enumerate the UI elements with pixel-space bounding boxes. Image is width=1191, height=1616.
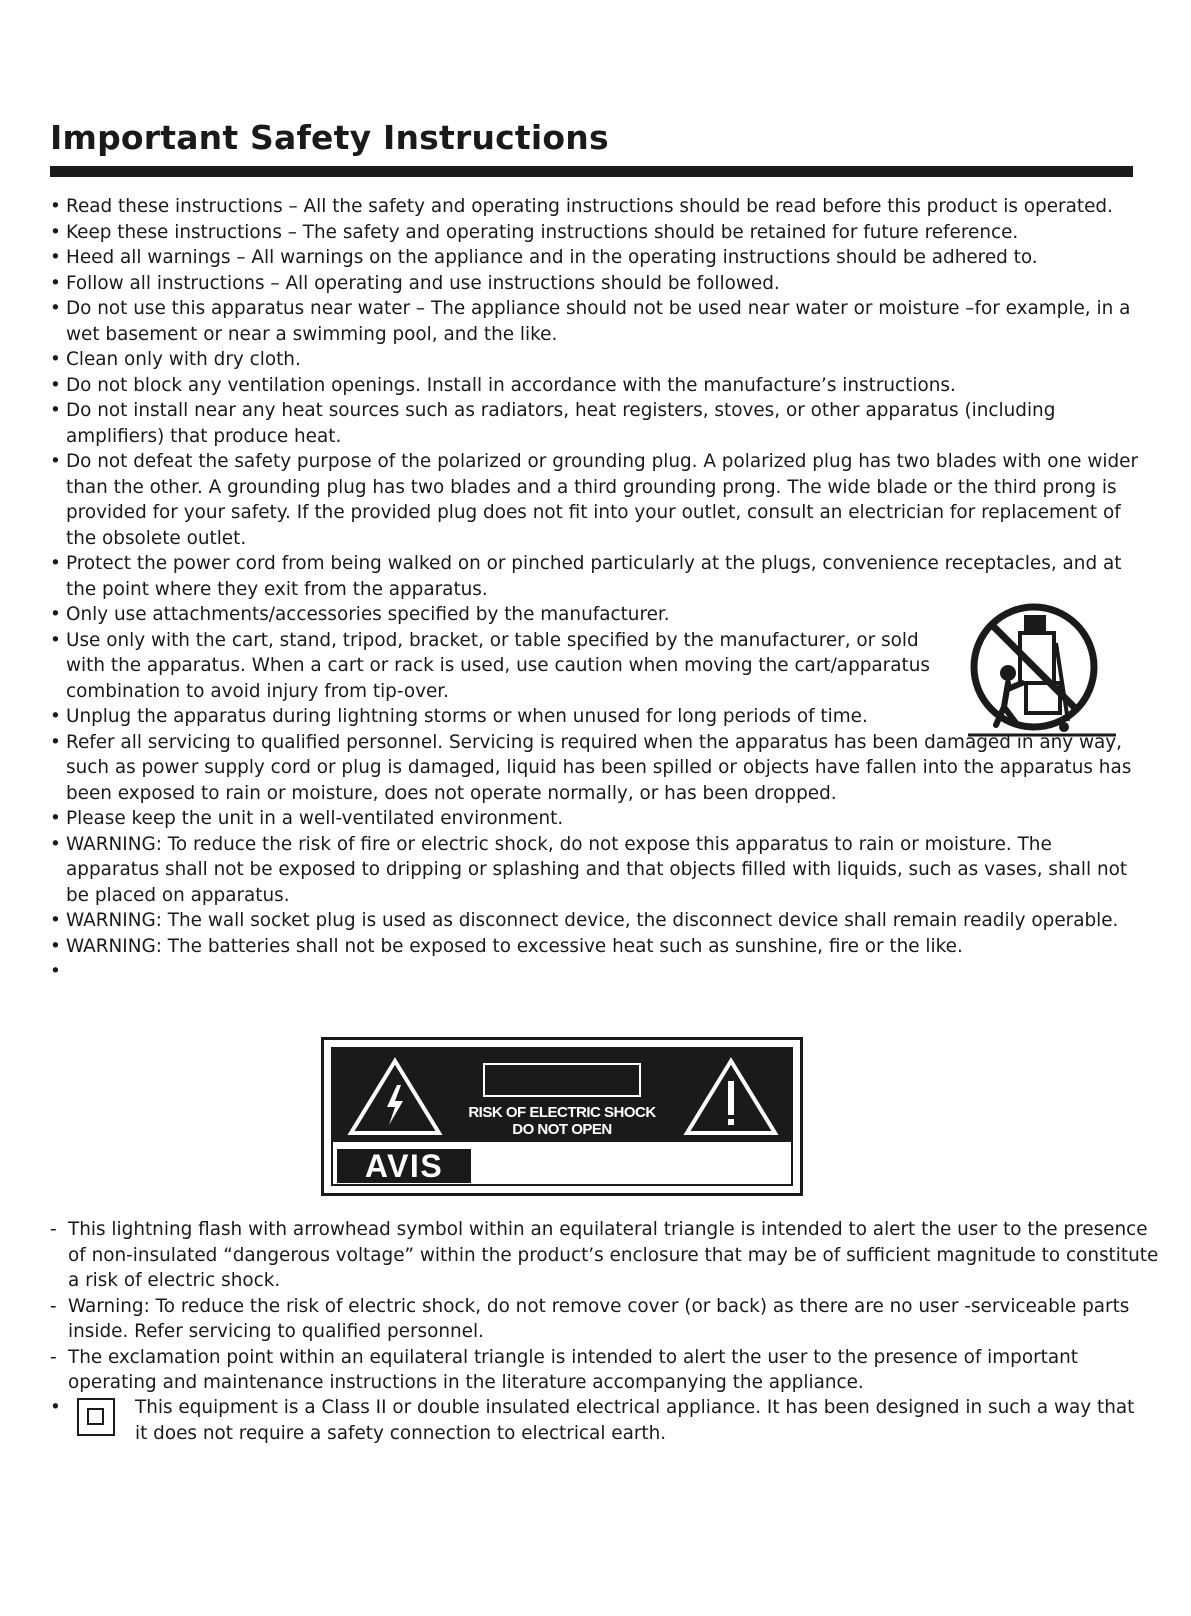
caution-label: [321, 1037, 803, 1196]
list-item: • Do not block any ventilation openings. Install in accordance with the manufacture’s instructions.: [50, 373, 1150, 399]
class-ii-text: This equipment is a Class II or double insulated electrical appliance. It has been designed in such a way that it does not require a safety connection to electrical earth.: [135, 1397, 1135, 1444]
cart-tip-over-warning-icon: [968, 603, 1116, 743]
list-item: - Warning: To reduce the risk of electric shock, do not remove cover (or back) as there are no user -serviceable parts inside. Refer servicing to qualified personnel.: [50, 1294, 1160, 1345]
list-item: • Please keep the unit in a well-ventilated environment.: [50, 806, 1150, 832]
caution-label-banner: [333, 1049, 791, 1142]
class-ii-bullet: •: [50, 1397, 61, 1418]
list-item: • Only use attachments/accessories specified by the manufacturer.: [50, 602, 1150, 628]
avis-badge: AVIS: [337, 1149, 471, 1183]
list-item: • Read these instructions – All the safety and operating instructions should be read before this product is operated.: [50, 194, 1150, 220]
list-item: - This lightning flash with arrowhead symbol within an equilateral triangle is intended to alert the user to the presence of non-insulated “dangerous voltage” within the product’s enclosure that may be of sufficient magnitude to constitute a risk of electric shock.: [50, 1217, 1160, 1294]
list-item: - The exclamation point within an equilateral triangle is intended to alert the user to the presence of important operating and maintenance instructions in the literature accompanying the appliance.: [50, 1345, 1160, 1396]
list-item: • WARNING: The wall socket plug is used as disconnect device, the disconnect device shall remain readily operable.: [50, 908, 1150, 934]
class-ii-double-square-icon: [77, 1398, 115, 1436]
blank-label-rectangle: [483, 1063, 641, 1097]
page-title: Important Safety Instructions: [50, 118, 609, 157]
list-item: • Refer all servicing to qualified personnel. Servicing is required when the apparatus has been damaged in any way, such as power supply cord or plug is damaged, liquid has been spilled or objects have fallen into the apparatus has been exposed to rain or moisture, does not operate normally, or has been dropped.: [50, 730, 1150, 807]
safety-instructions-list: [50, 194, 1150, 985]
list-item: • Do not defeat the safety purpose of the polarized or grounding plug. A polarized plug has two blades with one wider than the other. A grounding plug has two blades and a third grounding prong. The wide blade or the third prong is provided for your safety. If the provided plug does not fit into your outlet, consult an electrician for replacement of the obsolete outlet.: [50, 449, 1150, 551]
list-item: • Clean only with dry cloth.: [50, 347, 1150, 373]
list-item: • Use only with the cart, stand, tripod, bracket, or table specified by the manufacturer, or sold with the apparatus. When a cart or rack is used, use caution when moving the cart/apparatus combination to avoid injury from tip-over.: [50, 628, 946, 705]
list-item: • Do not use this apparatus near water – The appliance should not be used near water or moisture –for example, in a wet basement or near a swimming pool, and the like.: [50, 296, 1150, 347]
list-item: • Protect the power cord from being walked on or pinched particularly at the plugs, convenience receptacles, and at the point where they exit from the apparatus.: [50, 551, 1150, 602]
list-item: • Heed all warnings – All warnings on the appliance and in the operating instructions should be adhered to.: [50, 245, 1150, 271]
title-divider: [50, 166, 1133, 177]
symbol-notes-list: [50, 1217, 1160, 1396]
list-item: • WARNING: The batteries shall not be exposed to excessive heat such as sunshine, fire or the like.: [50, 934, 1150, 960]
list-item: • Follow all instructions – All operating and use instructions should be followed.: [50, 271, 1150, 297]
list-item: [50, 959, 1150, 985]
exclamation-triangle-icon: [683, 1057, 779, 1137]
list-item: • Keep these instructions – The safety and operating instructions should be retained for future reference.: [50, 220, 1150, 246]
lightning-triangle-icon: [347, 1057, 443, 1137]
caution-text: RISK OF ELECTRIC SHOCK DO NOT OPEN: [468, 1104, 656, 1138]
list-item: • Unplug the apparatus during lightning storms or when unused for long periods of time.: [50, 704, 1150, 730]
list-item: • WARNING: To reduce the risk of fire or electric shock, do not expose this apparatus to rain or moisture. The apparatus shall not be exposed to dripping or splashing and that objects filled with liquids, such as vases, shall not be placed on apparatus.: [50, 832, 1150, 909]
list-item: • Do not install near any heat sources such as radiators, heat registers, stoves, or other apparatus (including amplifiers) that produce heat.: [50, 398, 1150, 449]
caution-label-inner: [331, 1047, 793, 1186]
